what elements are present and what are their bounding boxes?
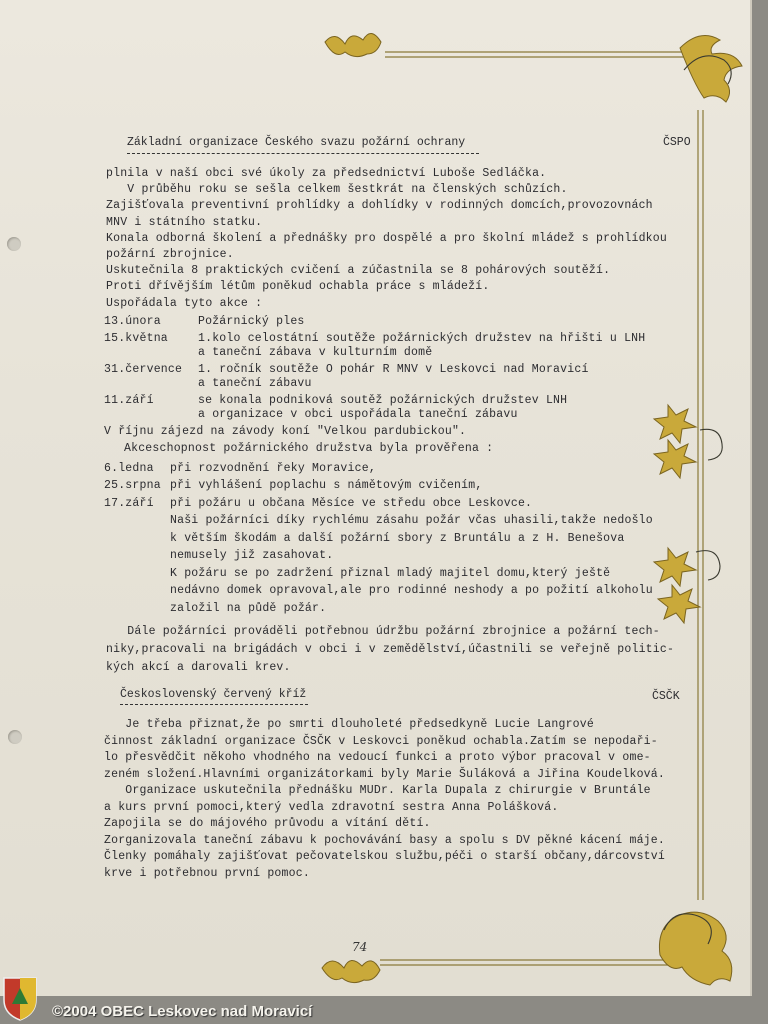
event-date: 13.února (104, 314, 161, 328)
text-line: požární zbrojnice. (106, 248, 234, 261)
readiness-date: 6.ledna (104, 461, 154, 475)
page-number: 74 (352, 940, 368, 954)
punch-hole-bottom (8, 730, 22, 744)
text-line: Členky pomáhaly zajišťovat pečovatelskou službu,péči o starší občany,dárcovství (104, 850, 665, 863)
text-line: kých akcí a darovali krev. (106, 660, 291, 674)
event-text: 1.kolo celostátní soutěže požárnických družstev na hřišti u LNH (198, 332, 646, 346)
section-tag-csck: ČSČK (652, 690, 680, 703)
readiness-text: při vyhlášení poplachu s námětovým cvičením, (170, 479, 483, 493)
text-line: Zorganizovala taneční zábavu k pochovávání basy a spolu s DV pěkné kácení máje. (104, 833, 665, 847)
section-title-spo: Základní organizace Českého svazu požární ochrany (127, 136, 466, 149)
text-line: Proti dřívějším létům poněkud ochabla práce s mládeží. (106, 280, 490, 294)
event-text: a taneční zábavu (198, 376, 312, 390)
coat-of-arms-logo (0, 974, 40, 1022)
text-line: niky,pracovali na brigádách v obci i v zemědělství,účastnili se veřejně politic- (106, 642, 675, 656)
readiness-text: založil na půdě požár. (170, 601, 327, 615)
text-line: Uskutečnila 8 praktických cvičení a zúčastnila se 8 pohárových soutěží. (106, 264, 611, 278)
text-line: plnila v naší obci své úkoly za předsednictví Luboše Sedláčka. (106, 167, 547, 180)
text-line: lo přesvědčit někoho vhodného na vedoucí funkci a proto výbor pracoval v ome- (104, 751, 651, 764)
text-line: Konala odborná školení a přednášky pro dospělé a pro školní mládež s prohlídkou (106, 231, 667, 245)
text-line: Je třeba přiznat,že po smrti dlouholeté předsedkyně Lucie Langrové (104, 718, 594, 731)
readiness-text: nedávno domek opravoval,ale pro rodinné neshody a po požití alkoholu (170, 584, 653, 598)
readiness-title: Akceschopnost požárnického družstva byla prověřena : (124, 441, 494, 455)
text-line: Dále požárníci prováděli potřebnou údržbu požární zbrojnice a požární tech- (106, 625, 660, 639)
readiness-text: K požáru se po zadržení přiznal mladý majitel domu,který ještě (170, 566, 611, 580)
title-underline (127, 153, 479, 154)
punch-hole-top (7, 237, 21, 251)
text-line: zeném složení.Hlavními organizátorkami byly Marie Šuláková a Jiřina Koudelková. (104, 767, 665, 781)
text-line: krve i potřebnou první pomoc. (104, 866, 310, 880)
event-text: 1. ročník soutěže O pohár R MNV v Leskovci nad Moravicí (198, 363, 589, 377)
readiness-text: nemusely již zasahovat. (170, 549, 334, 563)
event-text: a taneční zábava v kulturním domě (198, 345, 433, 359)
title-underline (120, 704, 308, 705)
event-date: 11.září (104, 394, 154, 408)
event-text: a organizace v obci uspořádala taneční zábavu (198, 407, 518, 421)
readiness-text: při rozvodnění řeky Moravice, (170, 461, 376, 475)
event-date: 15.května (104, 332, 168, 346)
text-line: a kurs první pomoci,který vedla zdravotní sestra Anna Polášková. (104, 800, 559, 814)
text-line: V říjnu zájezd na závody koní "Velkou pardubickou". (104, 425, 467, 439)
readiness-text: Naši požárníci díky rychlému zásahu požár včas uhasili,takže nedošlo (170, 514, 653, 528)
text-line: MNV i státního statku. (106, 215, 263, 229)
event-text: Požárnický ples (198, 314, 305, 328)
section-tag-spo: ČSPO (663, 136, 691, 149)
event-text: se konala podniková soutěž požárnických družstev LNH (198, 394, 568, 408)
text-line: činnost základní organizace ČSČK v Leskovci poněkud ochabla.Zatím se nepodaři- (104, 734, 658, 748)
readiness-text: k větším škodám a další požární sbory z Bruntálu a z H. Benešova (170, 531, 625, 545)
footer-copyright: ©2004 OBEC Leskovec nad Moravicí (52, 1003, 313, 1020)
text-line: Zajišťovala preventivní prohlídky a dohlídky v rodinných domcích,provozovnách (106, 199, 653, 213)
text-line: Zapojila se do májového průvodu a vítání dětí. (104, 817, 431, 830)
readiness-date: 17.září (104, 496, 154, 510)
text-line: V průběhu roku se sešla celkem šestkrát na členských schůzích. (106, 183, 568, 197)
readiness-text: při požáru u občana Měsíce ve středu obce Leskovce. (170, 496, 533, 510)
text-line: Uspořádala tyto akce : (106, 296, 263, 310)
event-date: 31.července (104, 363, 183, 377)
text-line: Organizace uskutečnila přednášku MUDr. Karla Dupala z chirurgie v Bruntále (104, 784, 651, 797)
readiness-date: 25.srpna (104, 479, 161, 493)
section-title-csck: Československý červený kříž (120, 688, 307, 701)
